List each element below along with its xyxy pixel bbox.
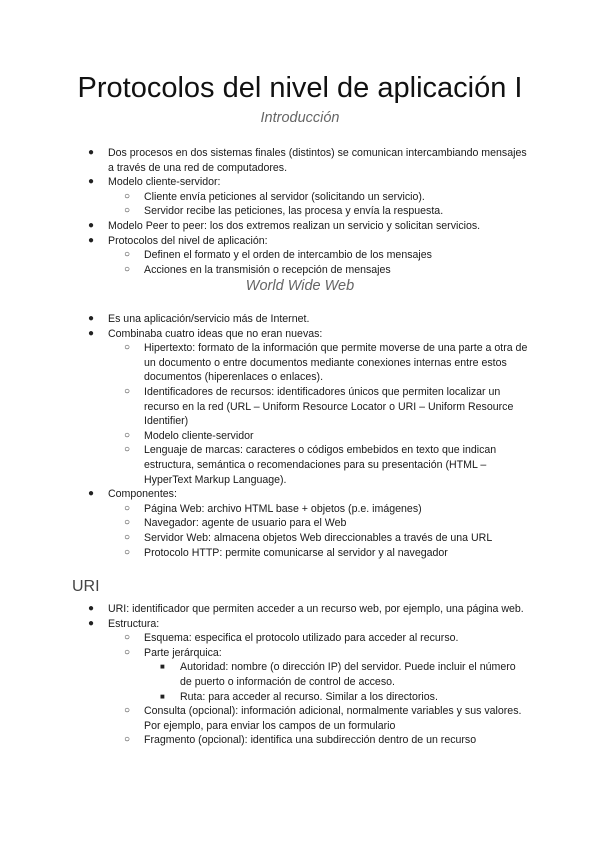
subtitle-world-wide-web: World Wide Web <box>245 278 355 294</box>
list-item: ● Dos procesos en dos sistemas finales (distintos) se comunican intercambiando mensajes a través de una red de computadores. <box>88 147 527 174</box>
bullet-icon: ● <box>88 327 95 339</box>
uri-list <box>72 602 528 748</box>
square-bullet-icon: ■ <box>160 691 165 701</box>
circle-bullet-icon: ○ <box>124 429 131 441</box>
circle-bullet-icon: ○ <box>124 205 131 217</box>
circle-bullet-icon: ○ <box>124 502 131 514</box>
page-title: Protocolos del nivel de aplicación I <box>77 72 523 104</box>
circle-bullet-icon: ○ <box>124 190 131 202</box>
bullet-icon: ● <box>88 176 95 188</box>
circle-bullet-icon: ○ <box>124 734 131 746</box>
bullet-icon: ● <box>88 219 95 231</box>
list-item: ● URI: identificador que permiten acceder a un recurso web, por ejemplo, una página web. <box>88 603 524 615</box>
list-item: ● Componentes: <box>88 488 177 501</box>
list-item: ● Protocolos del nivel de aplicación: <box>88 234 268 247</box>
list-item: ○ Servidor recibe las peticiones, las procesa y envía la respuesta. <box>124 205 444 218</box>
list-item: ○ Modelo cliente-servidor <box>124 429 254 442</box>
list-item: ● Estructura: <box>88 617 160 630</box>
bullet-icon: ● <box>88 234 95 246</box>
circle-bullet-icon: ○ <box>124 632 131 644</box>
list-item: ■ Ruta: para acceder al recurso. Similar a los directorios. <box>160 690 438 703</box>
list-item: ● Es una aplicación/servicio más de Internet. <box>88 313 310 325</box>
list-item: ○ Consulta (opcional): información adicional, normalmente variables y sus valores. Por ejemplo, para enviar los campos de un formulario <box>124 705 522 732</box>
list-item: ○ Parte jerárquica: <box>124 646 222 659</box>
circle-bullet-icon: ○ <box>124 646 131 658</box>
circle-bullet-icon: ○ <box>124 531 131 543</box>
list-item: ○ Definen el formato y el orden de intercambio de los mensajes <box>124 249 432 262</box>
intro-list <box>72 146 528 277</box>
list-item: ■ Autoridad: nombre (o dirección IP) del servidor. Puede incluir el número de puerto o información de control de acceso. <box>160 661 516 688</box>
circle-bullet-icon: ○ <box>124 342 131 354</box>
list-item: ○ Hipertexto: formato de la información que permite moverse de una parte a otra de un documento o entre documentos mediante conexiones internas entre estos documentos (hiperenlaces o enlaces). <box>124 342 528 384</box>
list-item: ○ Navegador: agente de usuario para el Web <box>124 517 347 530</box>
list-item: ○ Acciones en la transmisión o recepción de mensajes <box>124 263 391 276</box>
circle-bullet-icon: ○ <box>124 517 131 529</box>
list-item: ○ Esquema: especifica el protocolo utilizado para acceder al recurso. <box>124 632 459 645</box>
list-item: ● Combinaba cuatro ideas que no eran nuevas: <box>88 327 323 340</box>
www-list <box>72 312 528 560</box>
list-item: ○ Servidor Web: almacena objetos Web direccionables a través de una URL <box>124 531 493 544</box>
circle-bullet-icon: ○ <box>124 705 131 717</box>
list-item: ● Modelo Peer to peer: los dos extremos realizan un servicio y solicitan servicios. <box>88 219 481 232</box>
list-item: ● Modelo cliente-servidor: <box>88 176 221 189</box>
bullet-icon: ● <box>88 488 95 500</box>
circle-bullet-icon: ○ <box>124 444 131 456</box>
list-item: ○ Identificadores de recursos: identificadores únicos que permiten localizar un recurso en la red (URL – Uniform Resource Locator o URI – Uniform Resource Identifier) <box>124 385 514 428</box>
subtitle-introduccion: Introducción <box>260 110 340 126</box>
list-item: ○ Protocolo HTTP: permite comunicarse al servidor y al navegador <box>124 546 448 559</box>
circle-bullet-icon: ○ <box>124 546 131 558</box>
list-item: ○ Fragmento (opcional): identifica una subdirección dentro de un recurso <box>124 734 477 747</box>
circle-bullet-icon: ○ <box>124 263 131 275</box>
bullet-icon: ● <box>88 147 95 158</box>
circle-bullet-icon: ○ <box>124 249 131 261</box>
list-item: ○ Cliente envía peticiones al servidor (solicitando un servicio). <box>124 190 425 203</box>
bullet-icon: ● <box>88 603 95 614</box>
circle-bullet-icon: ○ <box>124 385 131 397</box>
bullet-icon: ● <box>88 313 95 324</box>
section-heading-uri: URI <box>72 578 100 595</box>
list-item: ○ Página Web: archivo HTML base + objetos (p.e. imágenes) <box>124 502 422 515</box>
bullet-icon: ● <box>88 617 95 629</box>
square-bullet-icon: ■ <box>160 662 165 672</box>
list-item: ○ Lenguaje de marcas: caracteres o códigos embebidos en texto que indican estructura, semántica o recomendaciones para su presentación (HTML – HyperText Markup Language). <box>124 444 497 486</box>
